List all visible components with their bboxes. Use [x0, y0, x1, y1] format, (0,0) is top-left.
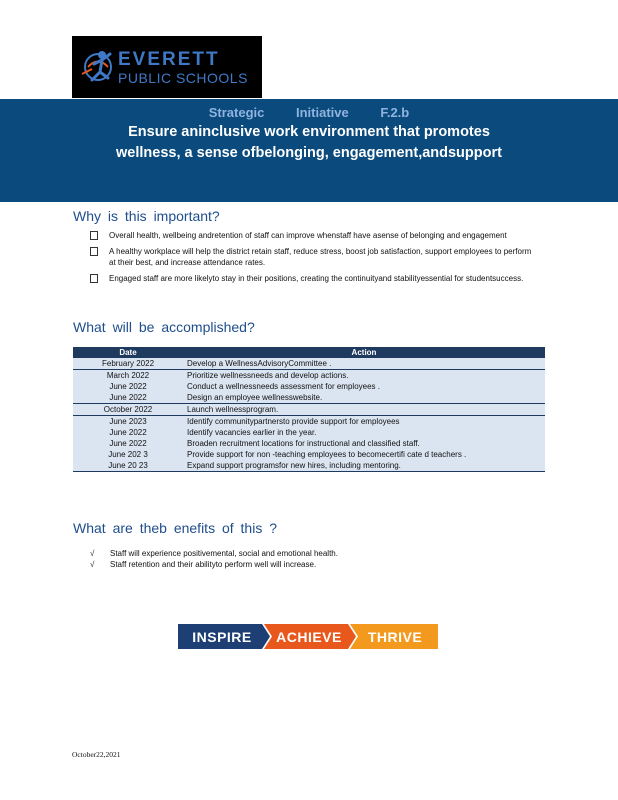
initiative-title: Ensure aninclusive work environment that promotes wellness, a sense ofbelonging, engagement,andsupport	[116, 124, 502, 161]
why-item-text: Overall health, wellbeing andretention of staff can improve whenstaff have asense of belonging and engagement	[109, 231, 507, 240]
list-item	[90, 230, 540, 242]
row-date: June 202 3	[73, 449, 183, 460]
row-date: June 2023	[73, 416, 183, 428]
row-date: June 2022	[73, 427, 183, 438]
slogan-inspire: INSPIRE	[192, 628, 252, 645]
list-item	[90, 273, 540, 285]
row-date: October 2022	[73, 404, 183, 416]
accomplishment-table	[73, 347, 545, 472]
row-action: Expand support programsfor new hires, including mentoring.	[183, 460, 545, 472]
slogan-thrive: THRIVE	[367, 628, 423, 645]
table-row	[73, 392, 545, 404]
table-row	[73, 381, 545, 392]
slogan-banner	[178, 624, 438, 649]
accomplish-heading: What will be accomplished?	[73, 319, 255, 335]
why-item-text: Engaged staff are more likelyto stay in their positions, creating the continuityand stabilityessential for studentsuccess.	[109, 273, 524, 283]
logo-line-1: EVERETT	[118, 48, 220, 70]
list-item	[90, 246, 540, 269]
benefit-item-text: Staff retention and their abilityto perform well will increase.	[110, 560, 317, 569]
row-action: Prioritize wellnessneeds and develop actions.	[183, 370, 545, 382]
checkbox-bullet-icon	[90, 274, 98, 283]
row-date: June 20 23	[73, 460, 183, 472]
checkmark-icon: √	[90, 560, 95, 569]
table-row	[73, 404, 545, 416]
title-banner	[0, 99, 618, 202]
table-row	[73, 460, 545, 472]
why-list	[90, 230, 540, 288]
row-action: Identify vacancies earlier in the year.	[183, 427, 545, 438]
row-action: Provide support for non -teaching employees to becomecertifi cate d teachers .	[183, 449, 545, 460]
table-row	[73, 370, 545, 382]
logo-figure-icon	[72, 36, 124, 98]
why-heading: Why is this important?	[73, 208, 220, 224]
checkbox-bullet-icon	[90, 247, 98, 256]
why-item-text: A healthy workplace will help the district retain staff, reduce stress, boost job satisfaction, support employees to perform at their best, and increase attendance rates.	[109, 246, 532, 267]
logo-line-2: PUBLIC SCHOOLS	[118, 69, 248, 86]
table-row	[73, 427, 545, 438]
column-header-action: Action	[183, 347, 545, 358]
row-action: Develop a WellnessAdvisoryCommittee .	[183, 358, 545, 370]
table-row	[73, 416, 545, 428]
benefits-list	[90, 548, 338, 570]
table-row	[73, 449, 545, 460]
initiative-label: Strategic Initiative F.2.b	[208, 105, 410, 120]
list-item	[90, 548, 338, 559]
row-action: Conduct a wellnessneeds assessment for employees .	[183, 381, 545, 392]
slogan-achieve: ACHIEVE	[276, 628, 342, 645]
checkbox-bullet-icon	[90, 231, 98, 240]
row-date: June 2022	[73, 438, 183, 449]
column-header-date: Date	[73, 347, 183, 358]
row-date: February 2022	[73, 358, 183, 370]
row-date: June 2022	[73, 381, 183, 392]
list-item	[90, 559, 338, 570]
row-action: Design an employee wellnesswebsite.	[183, 392, 545, 404]
benefit-item-text: Staff will experience positivemental, social and emotional health.	[110, 549, 338, 558]
row-action: Identify communitypartnersto provide support for employees	[183, 416, 545, 428]
table-row	[73, 358, 545, 370]
footer-date: October22,2021	[72, 750, 121, 759]
row-date: March 2022	[73, 370, 183, 382]
row-action: Broaden recruitment locations for instructional and classified staff.	[183, 438, 545, 449]
table-row	[73, 438, 545, 449]
benefits-heading: What are theb enefits of this ?	[73, 520, 277, 536]
district-logo	[72, 36, 262, 98]
checkmark-icon: √	[90, 549, 95, 558]
row-action: Launch wellnessprogram.	[183, 404, 545, 416]
row-date: June 2022	[73, 392, 183, 404]
